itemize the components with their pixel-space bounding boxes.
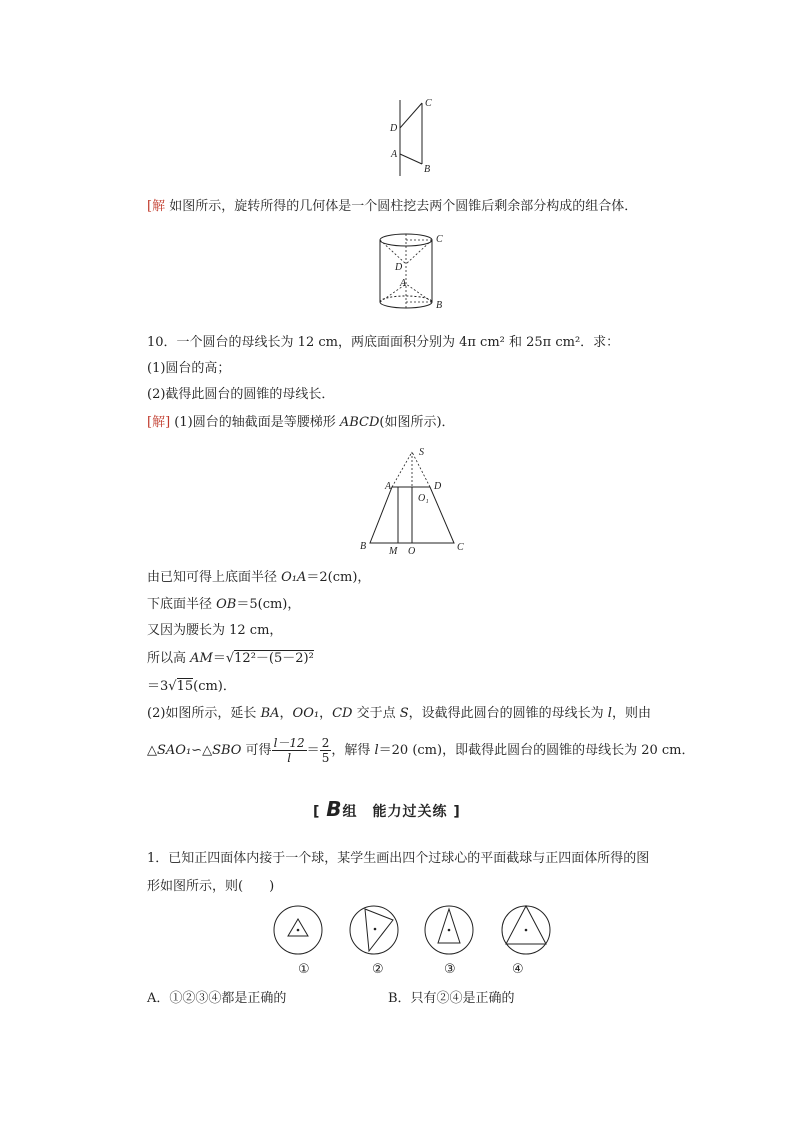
step-text: (cm)． [193, 679, 236, 694]
figure-label-4: ④ [512, 962, 524, 977]
cone-bottom-right [406, 284, 432, 302]
label-o: O [408, 546, 416, 557]
text: ， [319, 706, 333, 721]
label-a: A [391, 149, 398, 160]
part2-line1 [147, 705, 651, 723]
denominator: l [287, 751, 292, 765]
sqrt-sign: √ [168, 679, 177, 694]
section-figure-3 [425, 906, 473, 954]
var: l [607, 706, 612, 721]
label-b: B [360, 541, 367, 552]
label-d: D [390, 123, 398, 134]
figure-label-1: ① [298, 962, 310, 977]
text: ＝20 (cm)，即截得此圆台的圆锥的母线长为 20 cm． [378, 743, 695, 758]
step-text: ＝5(cm)， [236, 597, 301, 612]
intro-c: (如图所示)． [379, 415, 455, 430]
step-2 [147, 596, 300, 614]
text: 可得 [241, 743, 272, 758]
step-text: ＝ [212, 651, 226, 666]
cone-top-left [380, 240, 406, 264]
step-5 [147, 678, 236, 696]
text: ，设截得此圆台的圆锥的母线长为 [408, 706, 608, 721]
step-var: O₁A [281, 570, 307, 585]
q10-solution-intro [147, 414, 455, 432]
segment-dc [400, 103, 422, 128]
figure-label-3: ③ [444, 962, 456, 977]
text: ，则由 [611, 706, 651, 721]
label-s: S [419, 447, 424, 458]
label-c: C [425, 98, 432, 109]
figure-label-2: ② [372, 962, 384, 977]
solution-tag: [解 [147, 199, 166, 214]
sqrt-radicand: 12²－(5－2)² [234, 651, 314, 666]
label-o1: O₁ [418, 493, 429, 504]
section-header [313, 797, 461, 821]
section-figure-2 [350, 906, 398, 954]
intro-a: (1)圆台的轴截面是等腰梯形 [170, 415, 340, 430]
solution-1 [147, 198, 637, 216]
bracket-close: ] [453, 804, 461, 820]
step-3: 又因为腰长为 12 cm， [147, 623, 283, 638]
q1-stem-line1: 1．已知正四面体内接于一个球，某学生画出四个过球心的平面截球与正四面体所得的图 [147, 851, 650, 866]
bracket-open: [ [313, 804, 321, 820]
var: SBO [212, 743, 242, 758]
q10-stem: 10．一个圆台的母线长为 12 cm，两底面面积分别为 4π cm² 和 25π cm²．求： [147, 335, 620, 350]
label-c: C [457, 542, 464, 553]
var: BA [260, 706, 280, 721]
fraction-2 [320, 736, 332, 765]
denominator: 5 [321, 751, 330, 765]
label-b: B [436, 300, 443, 311]
label-a: A [385, 481, 392, 492]
text: 交于点 [352, 706, 400, 721]
label-d: D [434, 481, 442, 492]
text: △ [147, 743, 157, 758]
section-title: 组 能力过关练 [342, 804, 448, 820]
var: SAO₁ [157, 743, 192, 758]
var: CD [332, 706, 353, 721]
segment-ab [400, 154, 422, 164]
section-figure-1 [274, 906, 322, 954]
cone-top-right [406, 240, 432, 264]
var: OO₁ [292, 706, 320, 721]
figure-frustum-section [356, 446, 468, 558]
figure-cylinder [376, 228, 452, 316]
text: ，解得 [331, 743, 375, 758]
solution-text: 如图所示，旋转所得的几何体是一个圆柱挖去两个圆锥后剩余部分构成的组合体． [165, 199, 638, 214]
section-figure-4 [502, 906, 550, 954]
label-c: C [436, 234, 443, 245]
sqrt-sign: √ [225, 651, 235, 666]
step-text: 由已知可得上底面半径 [147, 570, 282, 585]
numerator: 2 [321, 736, 330, 750]
step-4 [147, 650, 314, 668]
var: S [399, 706, 409, 721]
label-d: D [395, 262, 403, 273]
step-1 [147, 569, 370, 587]
label-m: M [389, 546, 398, 557]
section-letter: B [326, 797, 343, 821]
label-b: B [424, 164, 431, 175]
step-text: 下底面半径 [147, 597, 217, 612]
figure-rotation-segment [386, 96, 436, 178]
step-text: ＝2(cm)， [306, 570, 371, 585]
step-var: AM [190, 651, 213, 666]
step-var: OB [216, 597, 237, 612]
q10-part2: (2)截得此圆台的圆锥的母线长． [147, 387, 335, 402]
numerator: l－12 [273, 736, 305, 750]
text: (2)如图所示，延长 [147, 706, 261, 721]
solution-tag: [解] [147, 415, 171, 430]
sqrt-radicand: 15 [176, 679, 194, 694]
q10-part1: (1)圆台的高； [147, 361, 231, 376]
part2-line2 [147, 734, 694, 768]
text: ＝ [306, 743, 320, 758]
option-b: B．只有②④是正确的 [388, 991, 515, 1006]
fraction-1 [272, 736, 307, 765]
var: l [374, 743, 379, 758]
text: ， [279, 706, 293, 721]
label-a: A [400, 278, 407, 289]
extension-left [392, 452, 412, 487]
intro-b: ABCD [339, 415, 380, 430]
option-a: A．①②③④都是正确的 [147, 991, 287, 1006]
q1-stem-line2: 形如图所示，则( ) [147, 879, 275, 894]
step-text: ＝3 [147, 679, 169, 694]
text: ∽△ [191, 743, 213, 758]
step-text: 所以高 [147, 651, 191, 666]
